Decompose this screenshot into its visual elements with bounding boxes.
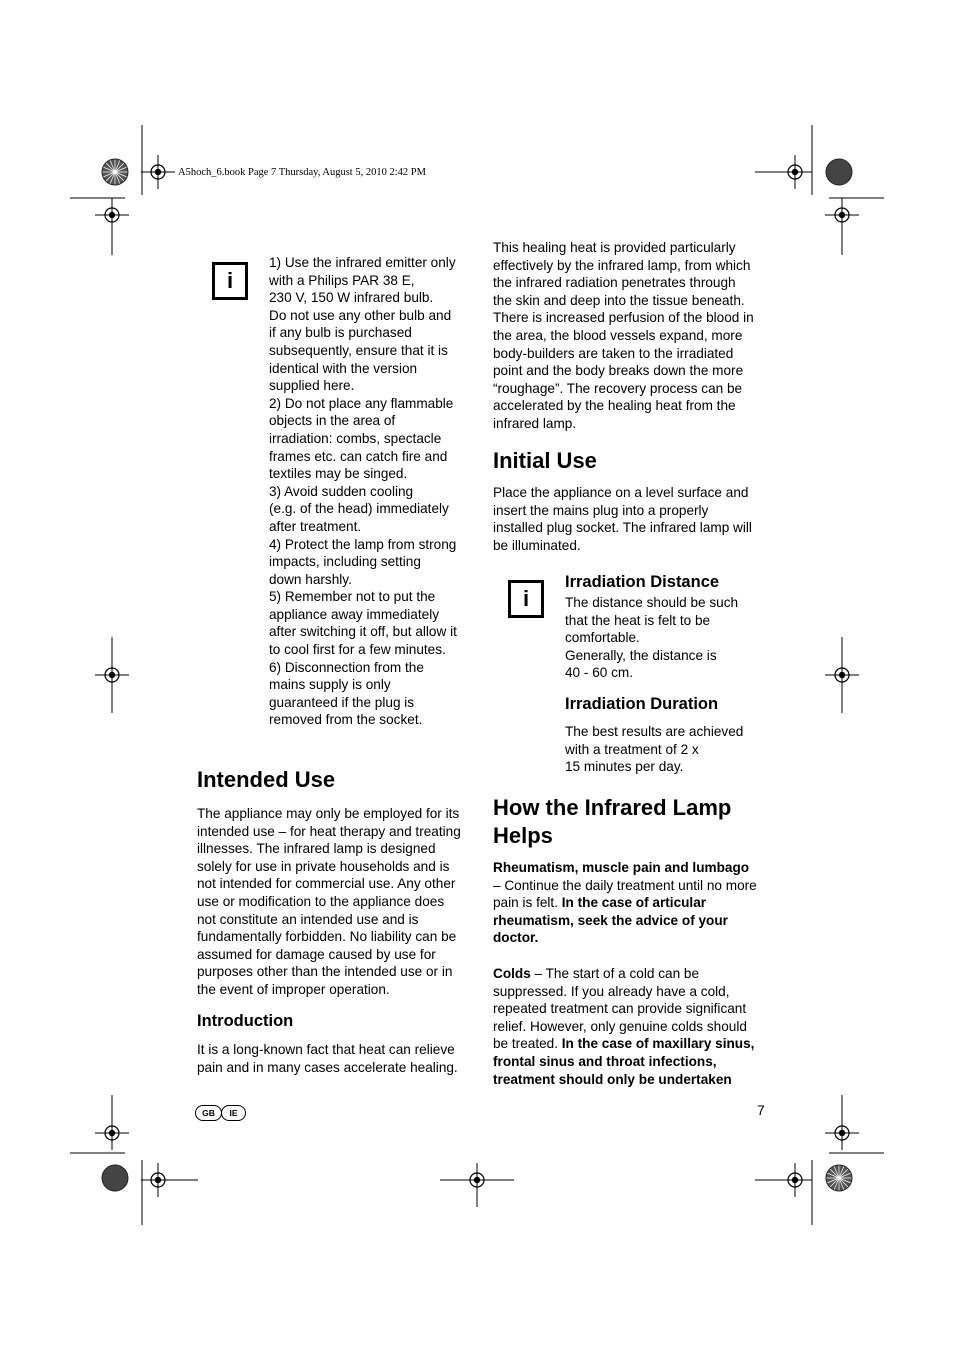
rheumatism-line: rheumatism, seek the advice of your [493, 912, 728, 928]
rheumatism-paragraph [493, 859, 757, 947]
rheumatism-line: – Continue the daily treatment until no more [493, 877, 757, 893]
safety-note-line: (e.g. of the head) immediately [269, 501, 449, 517]
healing-heat-text [493, 239, 754, 433]
colds-line: relief. However, only genuine colds should [493, 1018, 747, 1034]
initial-use-line: installed plug socket. The infrared lamp will [493, 520, 752, 536]
initial-use-text [493, 484, 752, 554]
healing-heat-line: This healing heat is provided particularly [493, 240, 736, 255]
book-header-info: A5hoch_6.book Page 7 Thursday, August 5, 2010 2:42 PM [178, 167, 426, 178]
intended-use-line: purposes other than the intended use or in [197, 964, 453, 980]
safety-note-line: down harshly. [269, 571, 352, 587]
introduction-line: It is a long-known fact that heat can relieve [197, 1042, 455, 1057]
irradiation-duration-text [565, 723, 743, 776]
rheumatism-line: doctor. [493, 930, 539, 946]
initial-use-heading: Initial Use [493, 448, 597, 473]
colds-line-part: – The start of a cold can be [530, 966, 700, 981]
intended-use-text [197, 805, 461, 999]
safety-note-line: mains supply is only [269, 677, 391, 693]
safety-note-line: textiles may be singed. [269, 466, 408, 482]
rheumatism-line: Rheumatism, muscle pain and lumbago [493, 860, 750, 875]
safety-note-line: subsequently, ensure that it is [269, 342, 448, 358]
initial-use-line: insert the mains plug into a properly [493, 502, 709, 518]
introduction-heading: Introduction [197, 1012, 294, 1030]
safety-note-line: Do not use any other bulb and [269, 307, 452, 323]
healing-heat-line: the skin and deep into the tissue beneath. [493, 292, 745, 308]
irradiation-duration-line: 15 minutes per day. [565, 759, 684, 775]
page-number: 7 [757, 1102, 765, 1118]
how-helps-heading-line2: Helps [493, 823, 553, 848]
country-badge-gb: GB [195, 1105, 222, 1121]
irradiation-distance-line: Generally, the distance is [565, 647, 717, 663]
intended-use-line: not constitute an intended use and is [197, 911, 419, 927]
colds-line-part: In the case of maxillary sinus, [561, 1036, 755, 1052]
irradiation-distance-line: comfortable. [565, 630, 640, 646]
info-icon: i [212, 262, 248, 300]
colds-line [493, 965, 754, 983]
safety-note-line: frames etc. can catch fire and [269, 448, 448, 464]
intended-use-line: fundamentally forbidden. No liability can be [197, 929, 457, 945]
rheumatism-line [493, 894, 757, 912]
country-badge-ie: IE [221, 1105, 246, 1121]
colds-line: repeated treatment can provide significant [493, 1001, 747, 1017]
safety-note-line: 5) Remember not to put the [269, 589, 436, 605]
safety-note-line: after treatment. [269, 518, 362, 534]
how-helps-heading-line1: How the Infrared Lamp [493, 795, 732, 820]
irradiation-distance-line: that the heat is felt to be [565, 612, 711, 628]
initial-use-line: be illuminated. [493, 537, 581, 553]
colds-line: frontal sinus and throat infections, [493, 1053, 717, 1069]
healing-heat-line: “roughage”. The recovery process can be [493, 380, 743, 396]
irradiation-duration-line: with a treatment of 2 x [565, 741, 699, 757]
intended-use-line: illnesses. The infrared lamp is designed [197, 841, 436, 857]
safety-note-line: if any bulb is purchased [269, 325, 412, 341]
irradiation-duration-line: The best results are achieved [565, 724, 744, 739]
irradiation-distance-text [565, 594, 738, 682]
irradiation-distance-line: The distance should be such [565, 595, 739, 610]
irradiation-distance-line: 40 - 60 cm. [565, 665, 633, 681]
intended-use-line: not intended for commercial use. Any other [197, 876, 456, 892]
safety-note-line: supplied here. [269, 378, 355, 394]
healing-heat-line: point and the body breaks down the more [493, 363, 744, 379]
safety-notes [269, 254, 457, 729]
irradiation-distance-heading: Irradiation Distance [565, 573, 720, 591]
intended-use-line: the event of improper operation. [197, 981, 390, 997]
safety-note-line: identical with the version [269, 360, 418, 376]
healing-heat-line: effectively by the infrared lamp, from which [493, 257, 751, 273]
intended-use-line: The appliance may only be employed for its [197, 806, 460, 821]
introduction-line: pain and in many cases accelerate healing. [197, 1059, 458, 1075]
colds-line [493, 1035, 754, 1053]
colds-paragraph [493, 965, 754, 1088]
healing-heat-line: body-builders are taken to the irradiated [493, 345, 734, 361]
safety-note-line: 3) Avoid sudden cooling [269, 483, 414, 499]
safety-note-line: guaranteed if the plug is [269, 694, 415, 710]
safety-note-line: appliance away immediately [269, 606, 440, 622]
intended-use-line: intended use – for heat therapy and treating [197, 823, 461, 839]
safety-note-line: 1) Use the infrared emitter only [269, 255, 456, 270]
safety-note-line: with a Philips PAR 38 E, [269, 272, 415, 288]
safety-note-line: after switching it off, but allow it [269, 624, 457, 640]
healing-heat-line: There is increased perfusion of the blood in [493, 310, 754, 326]
healing-heat-line: infrared lamp. [493, 415, 577, 431]
safety-note-line: 2) Do not place any flammable [269, 395, 454, 411]
rheumatism-line-part: In the case of articular [561, 895, 707, 911]
safety-note-line: objects in the area of [269, 413, 396, 429]
safety-note-line: irradiation: combs, spectacle [269, 430, 442, 446]
intended-use-line: solely for use in private households and is [197, 858, 450, 874]
irradiation-duration-heading: Irradiation Duration [565, 695, 719, 713]
intended-use-heading: Intended Use [197, 767, 336, 792]
safety-note-line: 4) Protect the lamp from strong [269, 536, 457, 552]
how-helps-heading [493, 794, 731, 850]
safety-note-line: to cool first for a few minutes. [269, 642, 446, 658]
info-icon: i [508, 580, 544, 618]
colds-line-part: Colds [493, 966, 531, 981]
safety-note-line: 230 V, 150 W infrared bulb. [269, 290, 434, 306]
rheumatism-line-part: pain is felt. [493, 895, 562, 911]
intended-use-line: assumed for damage caused by use for [197, 946, 436, 962]
safety-note-line: removed from the socket. [269, 712, 423, 728]
healing-heat-line: the infrared radiation penetrates through [493, 275, 736, 291]
safety-note-line: impacts, including setting [269, 554, 421, 570]
intended-use-line: use or modification to the appliance does [197, 893, 445, 909]
initial-use-line: Place the appliance on a level surface and [493, 485, 749, 500]
colds-line-part: be treated. [493, 1036, 562, 1052]
colds-line: suppressed. If you already have a cold, [493, 983, 730, 999]
healing-heat-line: the area, the blood vessels expand, more [493, 327, 743, 343]
introduction-text [197, 1041, 458, 1076]
colds-line: treatment should only be undertaken [493, 1071, 732, 1087]
safety-note-line: 6) Disconnection from the [269, 659, 424, 675]
healing-heat-line: accelerated by the healing heat from the [493, 398, 736, 414]
